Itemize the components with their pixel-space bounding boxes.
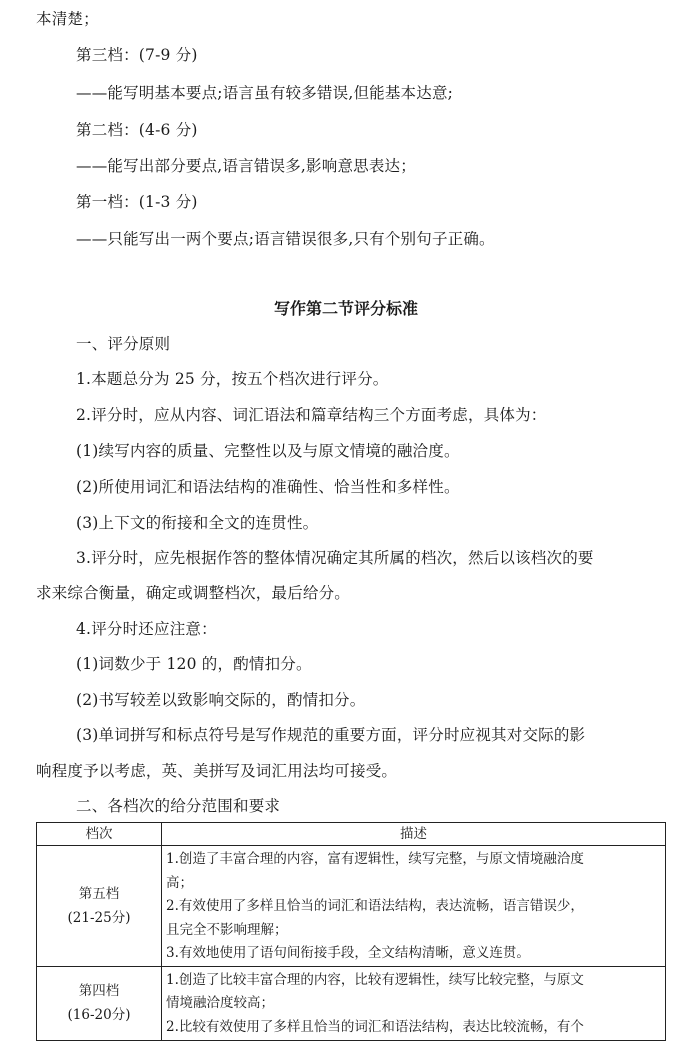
principle-1: 1.本题总分为 25 分，按五个档次进行评分。	[76, 370, 389, 388]
description-line: 情境融洽度较高；	[166, 995, 274, 1011]
description-line: 2.有效使用了多样且恰当的词汇和语法结构，表达流畅，语言错误少，	[166, 898, 584, 914]
principle-4-item-1: (1)词数少于 120 的，酌情扣分。	[76, 655, 312, 673]
principles-heading: 一、评分原则	[76, 335, 171, 353]
level-name: 第四档	[78, 983, 120, 999]
grade3-label: 第三档：(7-9 分)	[76, 46, 198, 64]
description-line: 3.有效地使用了语句间衔接手段，全文结构清晰，意义连贯。	[166, 945, 530, 961]
principle-2-item-3: (3)上下文的衔接和全文的连贯性。	[76, 514, 319, 532]
table-header-row	[37, 823, 666, 846]
description-line: 2.比较有效使用了多样且恰当的词汇和语法结构，表达比较流畅，有个	[166, 1018, 584, 1035]
level-range: (21-25分)	[67, 909, 131, 926]
principle-2: 2.评分时，应从内容、词汇语法和篇章结构三个方面考虑，具体为：	[76, 406, 547, 424]
grade2-label: 第二档：(4-6 分)	[76, 121, 198, 139]
table-row	[37, 846, 666, 967]
level-name: 第五档	[78, 885, 120, 902]
header-description: 描述	[162, 823, 666, 846]
section-title: 写作第二节评分标准	[273, 299, 418, 318]
table-row	[37, 966, 666, 1040]
principle-3-line-2: 求来综合衡量，确定或调整档次，最后给分。	[36, 584, 351, 602]
description-line: 高；	[166, 874, 193, 891]
grade3-description: ——能写明基本要点;语言虽有较多错误,但能基本达意;	[76, 84, 454, 102]
description-cell	[162, 846, 666, 967]
principle-4-item-3-line-2: 响程度予以考虑，英、美拼写及词汇用法均可接受。	[36, 762, 398, 780]
ranges-heading: 二、各档次的给分范围和要求	[76, 797, 281, 815]
description-line: 且完全不影响理解；	[166, 921, 288, 938]
description-line: 1.创造了比较丰富合理的内容，比较有逻辑性，续写比较完整，与原文	[166, 971, 584, 988]
principle-2-item-2: (2)所使用词汇和语法结构的准确性、恰当性和多样性。	[76, 478, 460, 496]
description-line: 1.创造了丰富合理的内容，富有逻辑性，续写完整，与原文情境融洽度	[166, 851, 584, 867]
level-range: (16-20分)	[67, 1007, 131, 1023]
scoring-table	[36, 822, 666, 1041]
grade1-label: 第一档：(1-3 分)	[76, 193, 198, 211]
level-cell	[37, 966, 162, 1040]
principle-4-item-3-line-1: (3)单词拼写和标点符号是写作规范的重要方面，评分时应视其对交际的影	[76, 726, 586, 744]
principle-4-item-2: (2)书写较差以致影响交际的，酌情扣分。	[76, 691, 366, 709]
header-level: 档次	[37, 823, 162, 846]
principle-3-line-1: 3.评分时，应先根据作答的整体情况确定其所属的档次，然后以该档次的要	[76, 549, 594, 567]
text-line-continuation: 本清楚；	[36, 10, 99, 28]
principle-2-item-1: (1)续写内容的质量、完整性以及与原文情境的融洽度。	[76, 442, 460, 460]
description-cell	[162, 966, 666, 1040]
level-cell	[37, 846, 162, 967]
principle-4: 4.评分时还应注意：	[76, 620, 217, 638]
grade1-description: ——只能写出一两个要点;语言错误很多,只有个别句子正确。	[76, 230, 495, 248]
grade2-description: ——能写出部分要点,语言错误多,影响意思表达；	[76, 157, 416, 175]
